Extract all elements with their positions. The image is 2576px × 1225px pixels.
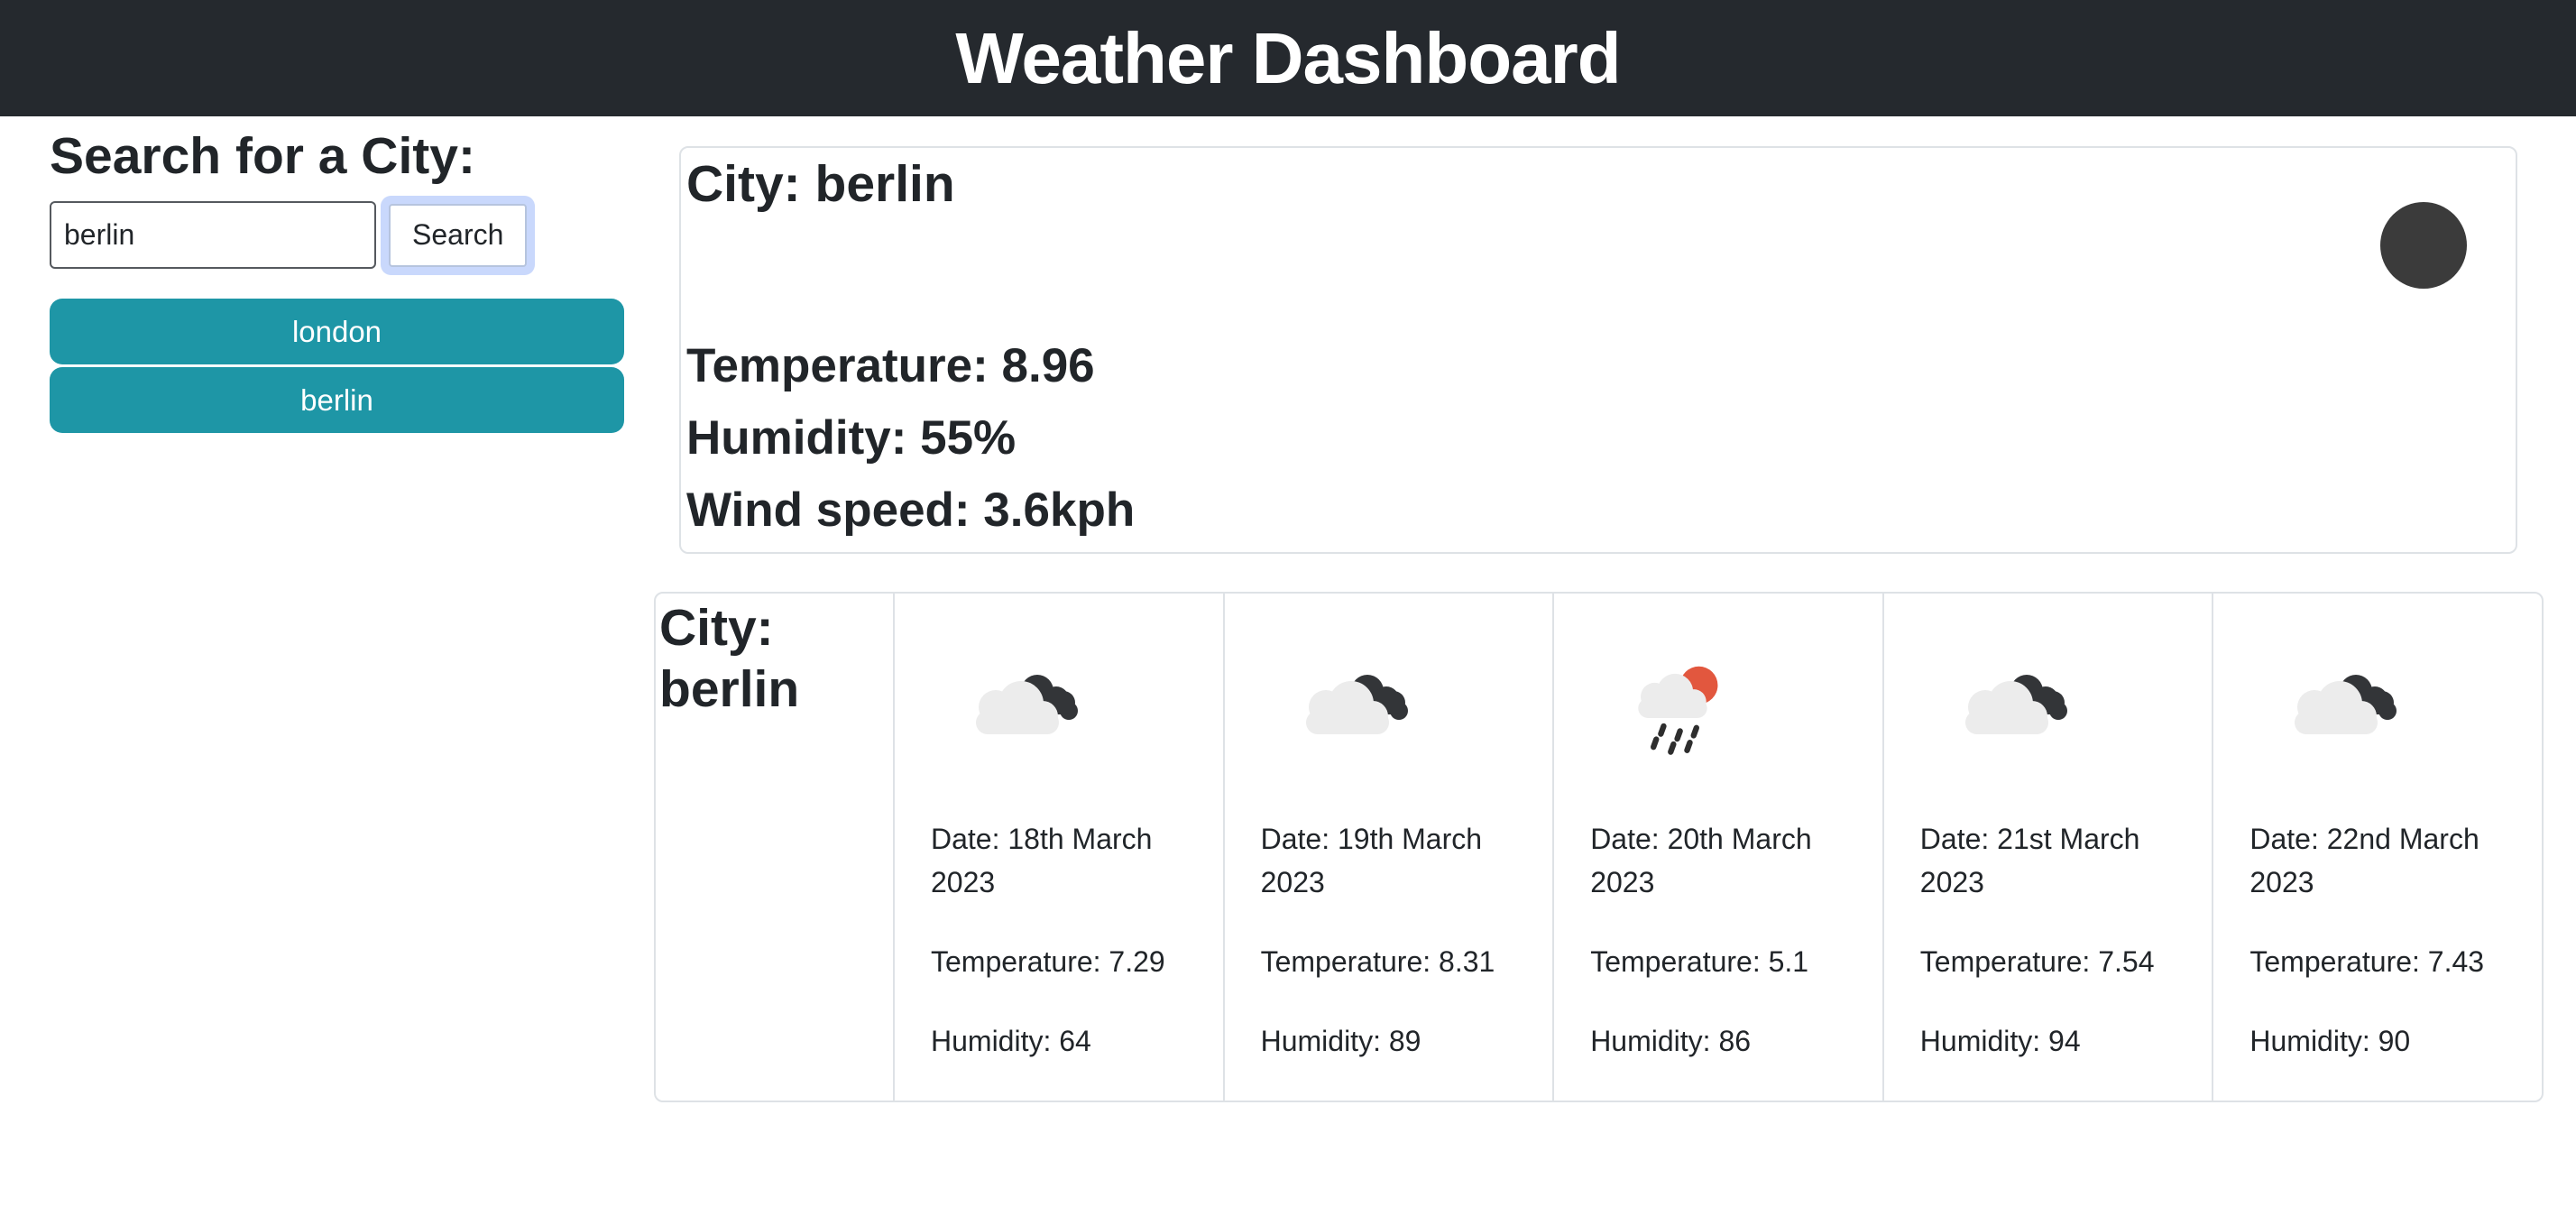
broken-clouds-icon — [2287, 664, 2403, 754]
forecast-date: Date: 22nd March 2023 — [2249, 823, 2479, 898]
search-sidebar — [50, 116, 645, 436]
dark-circle-weather-icon — [2380, 202, 2467, 289]
current-humidity: Humidity: 55% — [686, 411, 1017, 465]
forecast-temperature: Temperature: 8.31 — [1260, 945, 1495, 978]
history-button-london[interactable]: london — [50, 299, 624, 364]
forecast-date: Date: 20th March 2023 — [1590, 823, 1812, 898]
forecast-humidity: Humidity: 89 — [1260, 1025, 1421, 1057]
forecast-date: Date: 19th March 2023 — [1260, 823, 1483, 898]
broken-clouds-icon — [1299, 664, 1414, 754]
current-weather-card — [679, 146, 2517, 554]
search-history-list — [50, 299, 645, 433]
forecast-temperature: Temperature: 7.29 — [931, 945, 1165, 978]
forecast-header — [656, 594, 893, 1101]
broken-clouds-icon — [1958, 664, 2074, 754]
forecast-humidity: Humidity: 90 — [2249, 1025, 2411, 1057]
current-wind-speed: Wind speed: 3.6kph — [686, 484, 1136, 537]
forecast-day-card — [1552, 594, 1882, 1101]
forecast-date: Date: 18th March 2023 — [931, 823, 1153, 898]
app-header — [0, 0, 2576, 116]
current-temperature: Temperature: 8.96 — [686, 339, 1095, 392]
sun-rain-icon — [1628, 664, 1743, 754]
forecast-humidity: Humidity: 64 — [931, 1025, 1091, 1057]
search-row — [50, 201, 645, 269]
forecast-date: Date: 21st March 2023 — [1919, 823, 2140, 898]
forecast-temperature: Temperature: 5.1 — [1590, 945, 1809, 978]
forecast-humidity: Humidity: 86 — [1590, 1025, 1752, 1057]
forecast-temperature: Temperature: 7.43 — [2249, 945, 2485, 978]
city-search-input[interactable] — [50, 201, 376, 269]
broken-clouds-icon — [969, 664, 1084, 754]
search-heading: Search for a City: — [50, 127, 475, 185]
page-title: Weather Dashboard — [955, 17, 1621, 98]
forecast-day-card — [1882, 594, 2213, 1101]
current-city-label: City: berlin — [686, 155, 955, 213]
forecast-humidity: Humidity: 94 — [1919, 1025, 2081, 1057]
search-button[interactable]: Search — [389, 204, 527, 267]
forecast-day-card — [893, 594, 1223, 1101]
forecast-city-label: City: berlin — [659, 599, 800, 718]
forecast-day-card — [2212, 594, 2542, 1101]
forecast-day-card — [1223, 594, 1553, 1101]
history-button-berlin[interactable]: berlin — [50, 367, 624, 433]
forecast-temperature: Temperature: 7.54 — [1919, 945, 2155, 978]
forecast-card — [654, 592, 2544, 1102]
current-stats — [686, 330, 2516, 547]
